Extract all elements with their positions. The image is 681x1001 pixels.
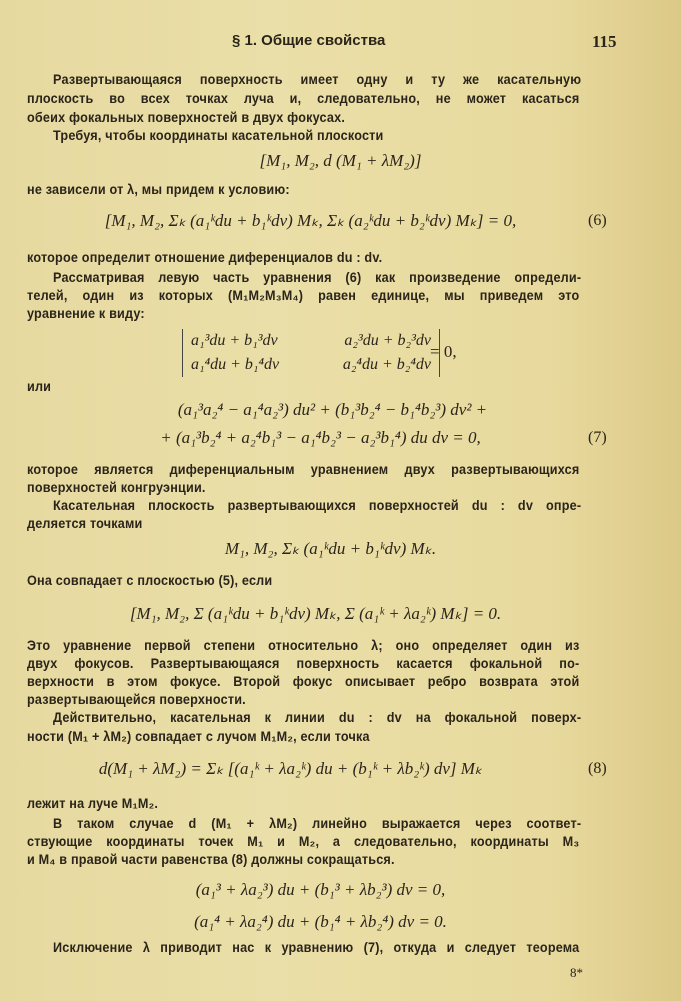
text-line: которое является диференциальным уравнением двух развертывающихся bbox=[27, 462, 580, 477]
text-line: и M₄ в правой части равенства (8) должны сокращаться. bbox=[27, 852, 395, 867]
text-line: или bbox=[27, 379, 52, 394]
text-line: Она совпадает с плоскостью (5), если bbox=[27, 573, 273, 588]
text-line: которое определит отношение диференциалов du : dv. bbox=[27, 250, 383, 265]
text-line: поверхностей конгруэнции. bbox=[27, 480, 206, 495]
text-line: Исключение λ приводит нас к уравнению (7), откуда и следует теорема bbox=[53, 940, 580, 955]
text-line: телей, один из которых (M₁M₂M₃M₄) равен единице, мы приведем это bbox=[27, 288, 580, 303]
equation-label: (8) bbox=[588, 760, 607, 777]
text-line: уравнение к виду: bbox=[27, 306, 145, 321]
equation-system-1: (a₁³ + λa₂³) du + (b₁³ + λb₂³) dv = 0, bbox=[195, 880, 446, 899]
text-line: Действительно, касательная к линии du : dv на фокальной поверх- bbox=[53, 710, 582, 725]
equation-points: M₁, M₂, Σₖ (a₁ᵏdu + b₁ᵏdv) Mₖ. bbox=[224, 539, 437, 558]
text-line: плоскость во всех точках луча и, следовательно, не может касаться bbox=[27, 91, 580, 106]
signature-mark: 8* bbox=[570, 965, 583, 980]
det-cell: a₂³du + b₂³dv bbox=[344, 332, 431, 349]
text-line: Развертывающаяся поверхность имеет одну и ту же касательную bbox=[53, 72, 582, 87]
text-line: ствующие координаты точек M₁ и M₂, а следовательно, координаты M₃ bbox=[27, 834, 580, 849]
determinant bbox=[182, 329, 440, 377]
text-line: ности (M₁ + λM₂) совпадает с лучом M₁M₂, если точка bbox=[27, 729, 370, 744]
determinant-rhs: = 0, bbox=[430, 342, 457, 361]
equation-7-line-1: (a₁³a₂⁴ − a₁⁴a₂³) du² + (b₁³b₂⁴ − b₁⁴b₂³) dv² + bbox=[177, 400, 488, 419]
text-line: Требуя, чтобы координаты касательной плоскости bbox=[53, 128, 384, 143]
equation-tangent-plane: [M₁, M₂, d (M₁ + λM₂)] bbox=[259, 151, 422, 170]
text-line: не зависели от λ, мы придем к условию: bbox=[27, 182, 290, 197]
text-line: Это уравнение первой степени относительно λ; оно определяет один из bbox=[27, 638, 580, 653]
text-line: Рассматривая левую часть уравнения (6) как произведение определи- bbox=[53, 270, 582, 285]
equation-6: [M₁, M₂, Σₖ (a₁ᵏdu + b₁ᵏdv) Mₖ, Σₖ (a₂ᵏdu + b₂ᵏdv) Mₖ] = 0, bbox=[104, 211, 517, 230]
det-cell: a₂⁴du + b₂⁴dv bbox=[342, 356, 431, 373]
equation-7-line-2: + (a₁³b₂⁴ + a₂⁴b₁³ − a₁⁴b₂³ − a₂³b₁⁴) du dv = 0, bbox=[160, 428, 481, 447]
text-line: деляется точками bbox=[27, 516, 143, 531]
text-line: В таком случае d (M₁ + λM₂) линейно выражается через соответ- bbox=[53, 816, 582, 831]
equation-label: (6) bbox=[588, 212, 607, 229]
section-title: § 1. Общие свойства bbox=[232, 32, 386, 49]
equation-8: d(M₁ + λM₂) = Σₖ [(a₁ᵏ + λa₂ᵏ) du + (b₁ᵏ + λb₂ᵏ) dv] Mₖ bbox=[98, 759, 483, 778]
text-line: обеих фокальных поверхностей в двух фокусах. bbox=[27, 110, 346, 125]
det-cell: a₁³du + b₁³dv bbox=[191, 332, 278, 349]
equation-coincide: [M₁, M₂, Σ (a₁ᵏdu + b₁ᵏdv) Mₖ, Σ (a₁ᵏ + λa₂ᵏ) Mₖ] = 0. bbox=[129, 604, 502, 623]
text-line: Касательная плоскость развертывающихся поверхностей du : dv опре- bbox=[53, 498, 582, 513]
det-cell: a₁⁴du + b₁⁴dv bbox=[191, 356, 280, 373]
text-line: двух фокусов. Развертывающаяся поверхность касается фокальной по- bbox=[27, 656, 580, 671]
text-line: верхности в этом фокусе. Второй фокус описывает ребро возврата этой bbox=[27, 674, 580, 689]
equation-system-2: (a₁⁴ + λa₂⁴) du + (b₁⁴ + λb₂⁴) dv = 0. bbox=[194, 912, 447, 931]
text-line: развертывающейся поверхности. bbox=[27, 692, 246, 707]
text-line: лежит на луче M₁M₂. bbox=[27, 796, 159, 811]
equation-label: (7) bbox=[588, 429, 607, 446]
page-number: 115 bbox=[592, 32, 617, 51]
